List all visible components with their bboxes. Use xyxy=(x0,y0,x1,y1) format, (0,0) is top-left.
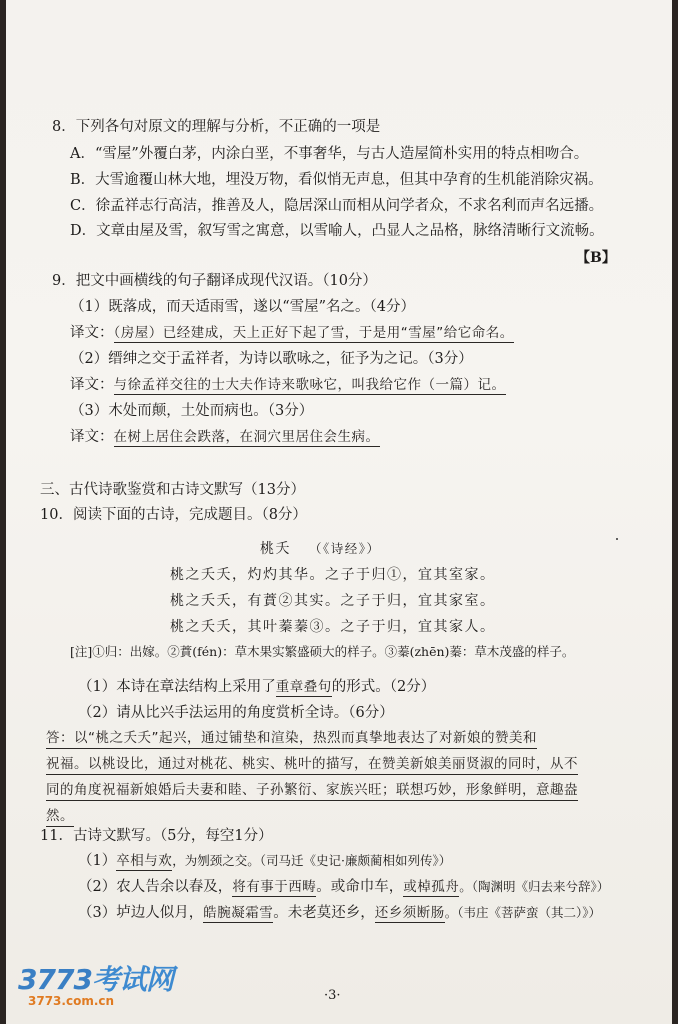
q11-item-1-num: （1） xyxy=(78,853,117,869)
q9-sentence-3: （3）木处而颠，土处而病也。（3分） xyxy=(70,403,314,419)
q10-stem: 10．阅读下面的古诗，完成题目。（8分） xyxy=(40,507,307,523)
q11-item-3-source: 。（韦庄《菩萨蛮（其二）》） xyxy=(444,905,601,920)
watermark-url: 3773.com.cn xyxy=(28,994,115,1008)
q10-sub-1-text: （1）本诗在章法结构上采用了 xyxy=(78,679,276,695)
q11-item-2 xyxy=(78,878,609,896)
q11-item-2-source: 。（陶渊明《归去来兮辞》） xyxy=(459,879,610,894)
q8-option-a: A．“雪屋”外覆白茅，内涂白垩，不事奢华，与古人造屋简朴实用的特点相吻合。 xyxy=(70,146,589,162)
q10-sub-1-text-end: 的形式。（2分） xyxy=(331,679,436,695)
q11-stem: 11．古诗文默写。（5分，每空1分） xyxy=(40,828,273,844)
q10-sub-2: （2）请从比兴手法运用的角度赏析全诗。（6分） xyxy=(78,705,394,721)
handwritten-answer: 还乡须断肠 xyxy=(374,905,445,921)
q11-item-1-source: ，为刎颈之交。（司马迁《史记·廉颇蔺相如列传》） xyxy=(172,853,452,868)
q11-item-2-mid: 。或命巾车， xyxy=(316,879,404,895)
poem-line-1: 桃之夭夭，灼灼其华。之子于归①，宜其室家。 xyxy=(170,567,496,583)
q10-sub-1 xyxy=(78,678,435,696)
q11-item-3-text: （3）垆边人似月， xyxy=(78,905,204,921)
poem-note: [注]①归：出嫁。②蕡(fén)：草木果实繁盛硕大的样子。③蓁(zhēn)蓁：草木茂盛的样子。 xyxy=(70,644,575,659)
exam-page xyxy=(6,0,672,1024)
poem-heading xyxy=(260,540,380,558)
q9-translation-2 xyxy=(70,376,506,394)
handwritten-answer: 与徐孟祥交往的士大夫作诗来歌咏它，叫我给它作（一篇）记。 xyxy=(113,377,506,393)
q8-answer: 【B】 xyxy=(576,250,616,266)
q10-answer-line-2: 祝福。以桃设比，通过对桃花、桃实、桃叶的描写，在赞美新娘美丽贤淑的同时，从不 xyxy=(46,755,578,775)
site-watermark-logo xyxy=(18,958,173,1008)
translation-label: 译文： xyxy=(70,377,114,393)
q9-sentence-2: （2）缙绅之交于孟祥者，为诗以歌咏之，征予为之记。（3分） xyxy=(70,351,473,367)
q11-item-3-mid: 。未老莫还乡， xyxy=(273,905,375,921)
watermark-logo-cn: 考试网 xyxy=(91,963,173,996)
watermark-logo-number: 3773 xyxy=(18,963,92,996)
poem-title: 桃夭 xyxy=(260,541,291,557)
q8-stem: 8．下列各句对原文的理解与分析，不正确的一项是 xyxy=(52,119,381,135)
q8-option-c: C．徐孟祥志行高洁，推善及人，隐居深山而相从问学者众，不求名利而声名远播。 xyxy=(70,198,604,214)
q10-answer-line-3: 同的角度祝福新娘婚后夫妻和睦、子孙繁衍、家族兴旺；联想巧妙，形象鲜明，意趣盎 xyxy=(46,781,578,801)
watermark-logo-text xyxy=(18,963,173,996)
handwritten-answer: 在树上居住会跌落，在洞穴里居住会生病。 xyxy=(113,429,380,445)
poem-source: （《诗经》） xyxy=(308,541,381,556)
handwritten-answer: 重章叠句 xyxy=(275,679,332,695)
handwritten-answer: 卒相与欢 xyxy=(116,853,173,869)
handwritten-answer: 将有事于西畴 xyxy=(232,879,317,895)
poem-line-2: 桃之夭夭，有蕡②其实。之子于归，宜其家室。 xyxy=(170,593,496,609)
q9-translation-1 xyxy=(70,324,514,342)
translation-label: 译文： xyxy=(70,429,114,445)
q11-item-3 xyxy=(78,904,601,922)
stray-mark xyxy=(616,538,618,540)
q10-answer-line-1: 答：以“桃之夭夭”起兴，通过铺垫和渲染，热烈而真挚地表达了对新娘的赞美和 xyxy=(46,729,537,749)
handwritten-answer: 皓腕凝霜雪 xyxy=(203,905,274,921)
q8-option-d: D．文章由屋及雪，叙写雪之寓意，以雪喻人，凸显人之品格，脉络清晰行文流畅。 xyxy=(70,223,604,239)
q11-item-2-text: （2）农人告余以春及， xyxy=(78,879,233,895)
q8-option-b: B．大雪逾覆山林大地，埋没万物，看似悄无声息，但其中孕育的生机能消除灾祸。 xyxy=(70,172,603,188)
handwritten-answer: 或棹孤舟 xyxy=(403,879,460,895)
q11-item-1 xyxy=(78,852,451,870)
page-number: ·3· xyxy=(324,988,341,1003)
translation-label: 译文： xyxy=(70,325,114,341)
q10-answer-line-4: 然。 xyxy=(46,807,74,827)
section-3-heading: 三、古代诗歌鉴赏和古诗文默写（13分） xyxy=(40,482,305,498)
poem-line-3: 桃之夭夭，其叶蓁蓁③。之子于归，宜其家人。 xyxy=(170,619,496,635)
q9-stem: 9．把文中画横线的句子翻译成现代汉语。（10分） xyxy=(52,273,377,289)
q9-sentence-1: （1）既落成，而天适雨雪，遂以“雪屋”名之。（4分） xyxy=(70,299,416,315)
handwritten-answer: （房屋）已经建成，天上正好下起了雪，于是用“雪屋”给它命名。 xyxy=(113,325,514,341)
q9-translation-3 xyxy=(70,428,380,446)
